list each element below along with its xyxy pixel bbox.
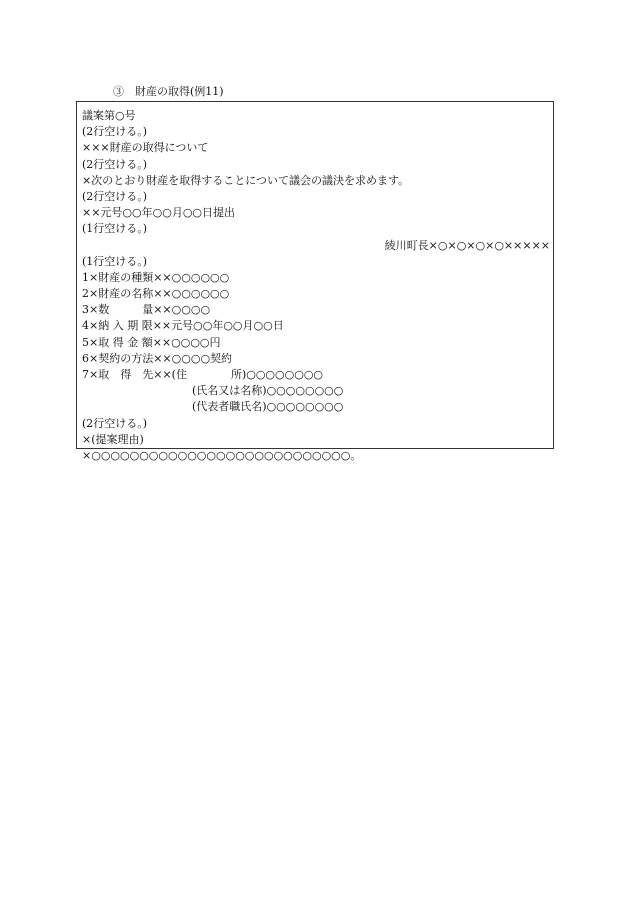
spacing-note: (2行空ける。) xyxy=(82,157,148,171)
item-property-type: 1×財産の種類××○○○○○○ xyxy=(82,270,230,284)
bill-statement: ×次のとおり財産を取得することについて議会の議決を求めます。 xyxy=(82,173,410,187)
item-acquired-from-name: (氏名又は名称)○○○○○○○○ xyxy=(82,384,344,398)
section-heading: ③ 財産の取得(例11) xyxy=(113,85,224,98)
bill-title: ×××財産の取得について xyxy=(82,141,209,155)
spacing-note: (2行空ける。) xyxy=(82,125,148,139)
submission-date: ××元号○○年○○月○○日提出 xyxy=(82,206,236,220)
item-acquired-from-representative: (代表者職氏名)○○○○○○○○ xyxy=(82,400,344,414)
item-acquisition-amount: 5×取 得 金 額××○○○○円 xyxy=(82,335,221,349)
item-acquired-from-address: 7×取 得 先××(住 所)○○○○○○○○ xyxy=(82,368,324,381)
document-body xyxy=(82,108,550,464)
proposal-reason-text: ×○○○○○○○○○○○○○○○○○○○○○○○○○○○。 xyxy=(82,448,362,462)
item-quantity: 3×数 量××○○○○ xyxy=(82,303,211,317)
item-contract-method: 6×契約の方法××○○○○契約 xyxy=(82,351,233,365)
spacing-note: (1行空ける。) xyxy=(82,254,148,268)
item-delivery-deadline: 4×納 入 期 限××元号○○年○○月○○日 xyxy=(82,319,284,333)
mayor-signature-line: 綾川町長×○×○×○×○××××× xyxy=(384,238,550,252)
spacing-note: (2行空ける。) xyxy=(82,416,148,430)
proposal-reason-heading: ×(提案理由) xyxy=(82,432,144,446)
bill-number: 議案第○号 xyxy=(82,109,136,122)
item-property-name: 2×財産の名称××○○○○○○ xyxy=(82,287,230,301)
spacing-note: (2行空ける。) xyxy=(82,189,148,203)
spacing-note: (1行空ける。) xyxy=(82,222,148,236)
